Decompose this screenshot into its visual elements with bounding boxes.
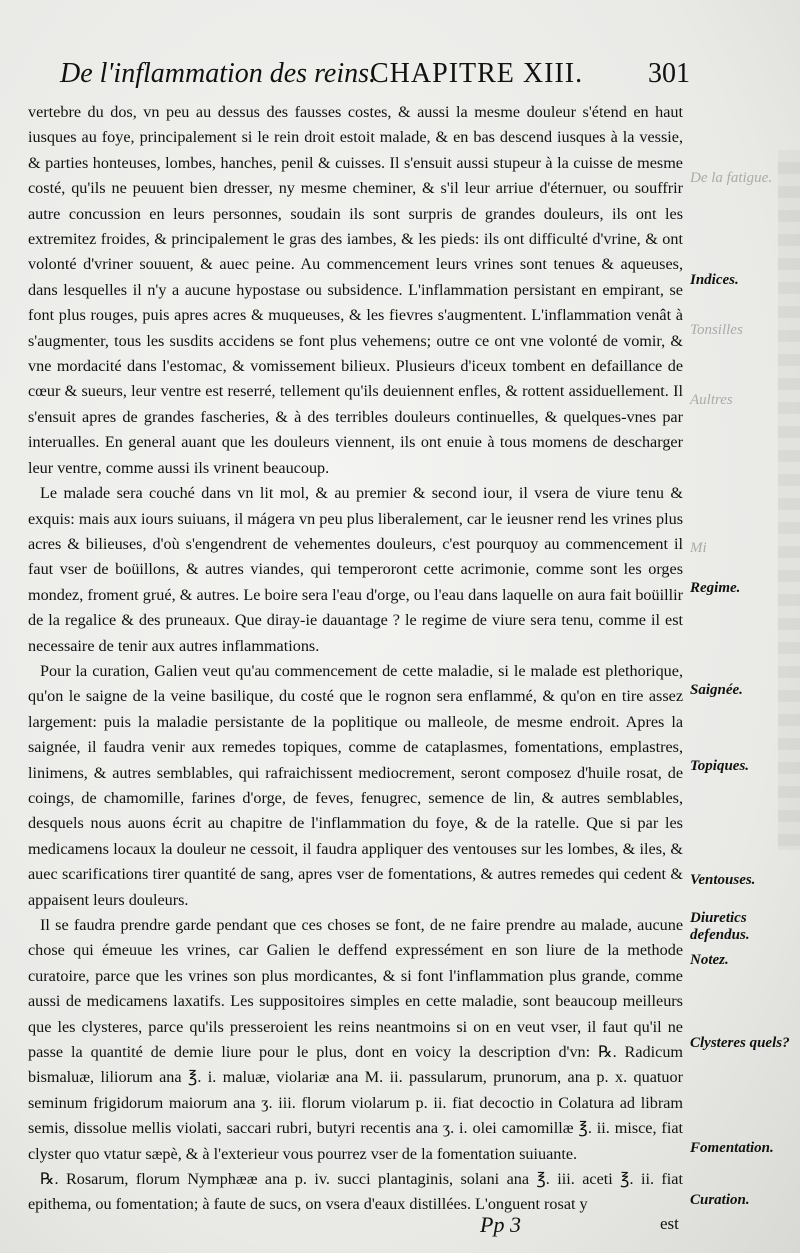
margin-note-curation: Curation. <box>690 1192 750 1208</box>
margin-note-indices: Indices. <box>690 272 739 288</box>
paragraph-symptoms: vertebre du dos, vn peu au dessus des fausses costes, & aussi la mesme douleur s'étend en haut iusques au foye, principalement si le rein droit estoit malade, & en bas descend iusques à la vessie, & parties honteuses, lombes, hanches, penil & cuisses. Il s'ensuit aussi stupeur à la cuisse de mesme costé, qu'ils ne peuuent bien dresser, ny mesme cheminer, & s'il leur arriue d'éternuer, ou souffrir autre concussion en leurs personnes, soudain ils sont surpris de grandes douleurs, ils ont les extremitez froides, & principalement le gras des iambes, & les pieds: ils ont difficulté d'vrine, & ont volonté d'vriner souuent, & auec peine. Au commencement leurs vrines sont tenues & aqueuses, dans lesquelles il n'y a aucune hypostase ou subsidence. L'inflammation persistant en empirant, se font plus rouges, puis apres acres & muqueuses, & les fievres s'augmentent. L'inflammation venât à s'augmenter, tous les susdits accidens se font plus vehemens; outre ce ont vne volonté de vomir, & vne mordacité dans l'estomac, & vomissement bilieux. Plusieurs d'iceux tombent en defaillance de cœur & sueurs, leur ventre est reserré, tellement qu'ils deuiennent enfles, & rottent assiduellement. Il s'ensuit apres de grandes fascheries, & à des terribles douleurs continuelles, & quelques-vnes par interualles. En general auant que les douleurs viennent, ils ont enuie à tous momens de descharger leur ventre, comme aussi ils vrinent beaucoup. <box>28 103 683 477</box>
running-header <box>60 58 690 98</box>
margin-note-faint-2: Tonsilles <box>690 322 743 338</box>
paragraph-precautions: Il se faudra prendre garde pendant que ces choses se font, de ne faire prendre au malade, aucune chose qui émeuue les vrines, car Galien le deffend expressément en son liure de la methode curatoire, parce que les vrines son plus mordicantes, & si font l'inflammation plus grande, comme aussi de medicamens laxatifs. Les suppositoires simples en cette maladie, sont beaucoup meilleurs que les clysteres, parce qu'ils presseroient les reins neantmoins si on en veut vser, il faut qu'il ne passe la quantité de demie liure pour le plus, dont en voicy la description d'vn: ℞. Radicum bismaluæ, liliorum ana ℥. i. maluæ, violariæ ana M. ii. passularum, prunorum, ana p. x. quatuor seminum frigidorum maiorum ana ʒ. iii. florum violarum p. ii. fiat decoctio in Colatura ad libram semis, dissolue mellis violati, saccari rubri, butyri recentis ana ʒ. i. olei camomillæ ℥. ii. misce, fiat clyster quo vtatur sæpè, & à l'exterieur vous pourrez vser de la fomentation suiuante. <box>28 916 683 1163</box>
margin-note-notez: Notez. <box>690 952 729 968</box>
margin-note-diuretics: Diuretics defendus. <box>690 910 750 943</box>
main-text <box>28 100 683 1218</box>
paragraph-regime: Le malade sera couché dans vn lit mol, & au premier & second iour, il vsera de viure tenu & exquis: mais aux iours suiuans, il mágera vn peu plus liberalement, car le ieusner rend les vrines plus acres & bilieuses, d'où s'engendrent de vehementes douleurs, c'est pourquoy au commencement il faut vser de boüillons, & autres viandes, qui temperoront cette acrimonie, comme sont les orges mondez, froment grué, & autres. Le boire sera l'eau d'orge, ou l'eau dans laquelle on aura fait boüillir de la regalice & des pruneaux. Que diray-ie dauantage ? le regime de viure sera tenu, comme il est necessaire de tenir aux autres inflammations. <box>28 484 683 655</box>
margin-note-fomentation: Fomentation. <box>690 1140 774 1156</box>
header-title: De l'inflammation des reins. <box>60 58 377 89</box>
margin-note-ventouses: Ventouses. <box>690 872 756 888</box>
margin-note-clysteres: Clysteres quels? <box>690 1035 790 1051</box>
margin-note-faint-4: Mi <box>690 540 707 556</box>
margin-note-saignee: Saignée. <box>690 682 743 698</box>
catchword: est <box>660 1214 679 1233</box>
bleed-through-shading <box>778 150 800 850</box>
page-number: 301 <box>648 58 690 89</box>
paragraph-fomentation: ℞. Rosarum, florum Nymphææ ana p. iv. succi plantaginis, solani ana ℥. iii. aceti ℥. ii. fiat epithema, ou fomentation; à faute de sucs, on vsera d'eaux distillées. L'onguent rosat y <box>28 1170 683 1214</box>
margin-note-faint-1: De la fatigue. <box>690 170 773 186</box>
signature-mark: Pp 3 <box>480 1212 521 1237</box>
margin-note-regime: Regime. <box>690 580 741 596</box>
paragraph-curation: Pour la curation, Galien veut qu'au commencement de cette maladie, si le malade est plethorique, qu'on le saigne de la veine basilique, du costé que le rognon sera enflammé, & qu'on en tire assez largement: puis la maladie persistante de la poplitique ou malleole, de mesme endroit. Apres la saignée, il faudra venir aux remedes topiques, comme de cataplasmes, fomentations, emplastres, linimens, & autres semblables, qui rafraichissent mediocrement, seront composez d'huile rosat, de coings, de chamomille, farines d'orge, de feves, fenugrec, semence de lin, & autres semblables, desquels nous auons écrit au chapitre de l'inflammation du foye, & de la ratelle. Que si par les medicamens locaux la douleur ne cessoit, il faudra appliquer des ventouses sur les lombes, & iles, & auec scarifications tirer quantité de sang, apres vser de fomentations, & autres remedes qui cedent & appaisent leurs douleurs. <box>28 661 683 909</box>
margin-note-topiques: Topiques. <box>690 758 750 774</box>
margin-note-faint-3: Aultres <box>690 392 733 408</box>
header-chapter: CHAPITRE XIII. <box>370 58 584 89</box>
